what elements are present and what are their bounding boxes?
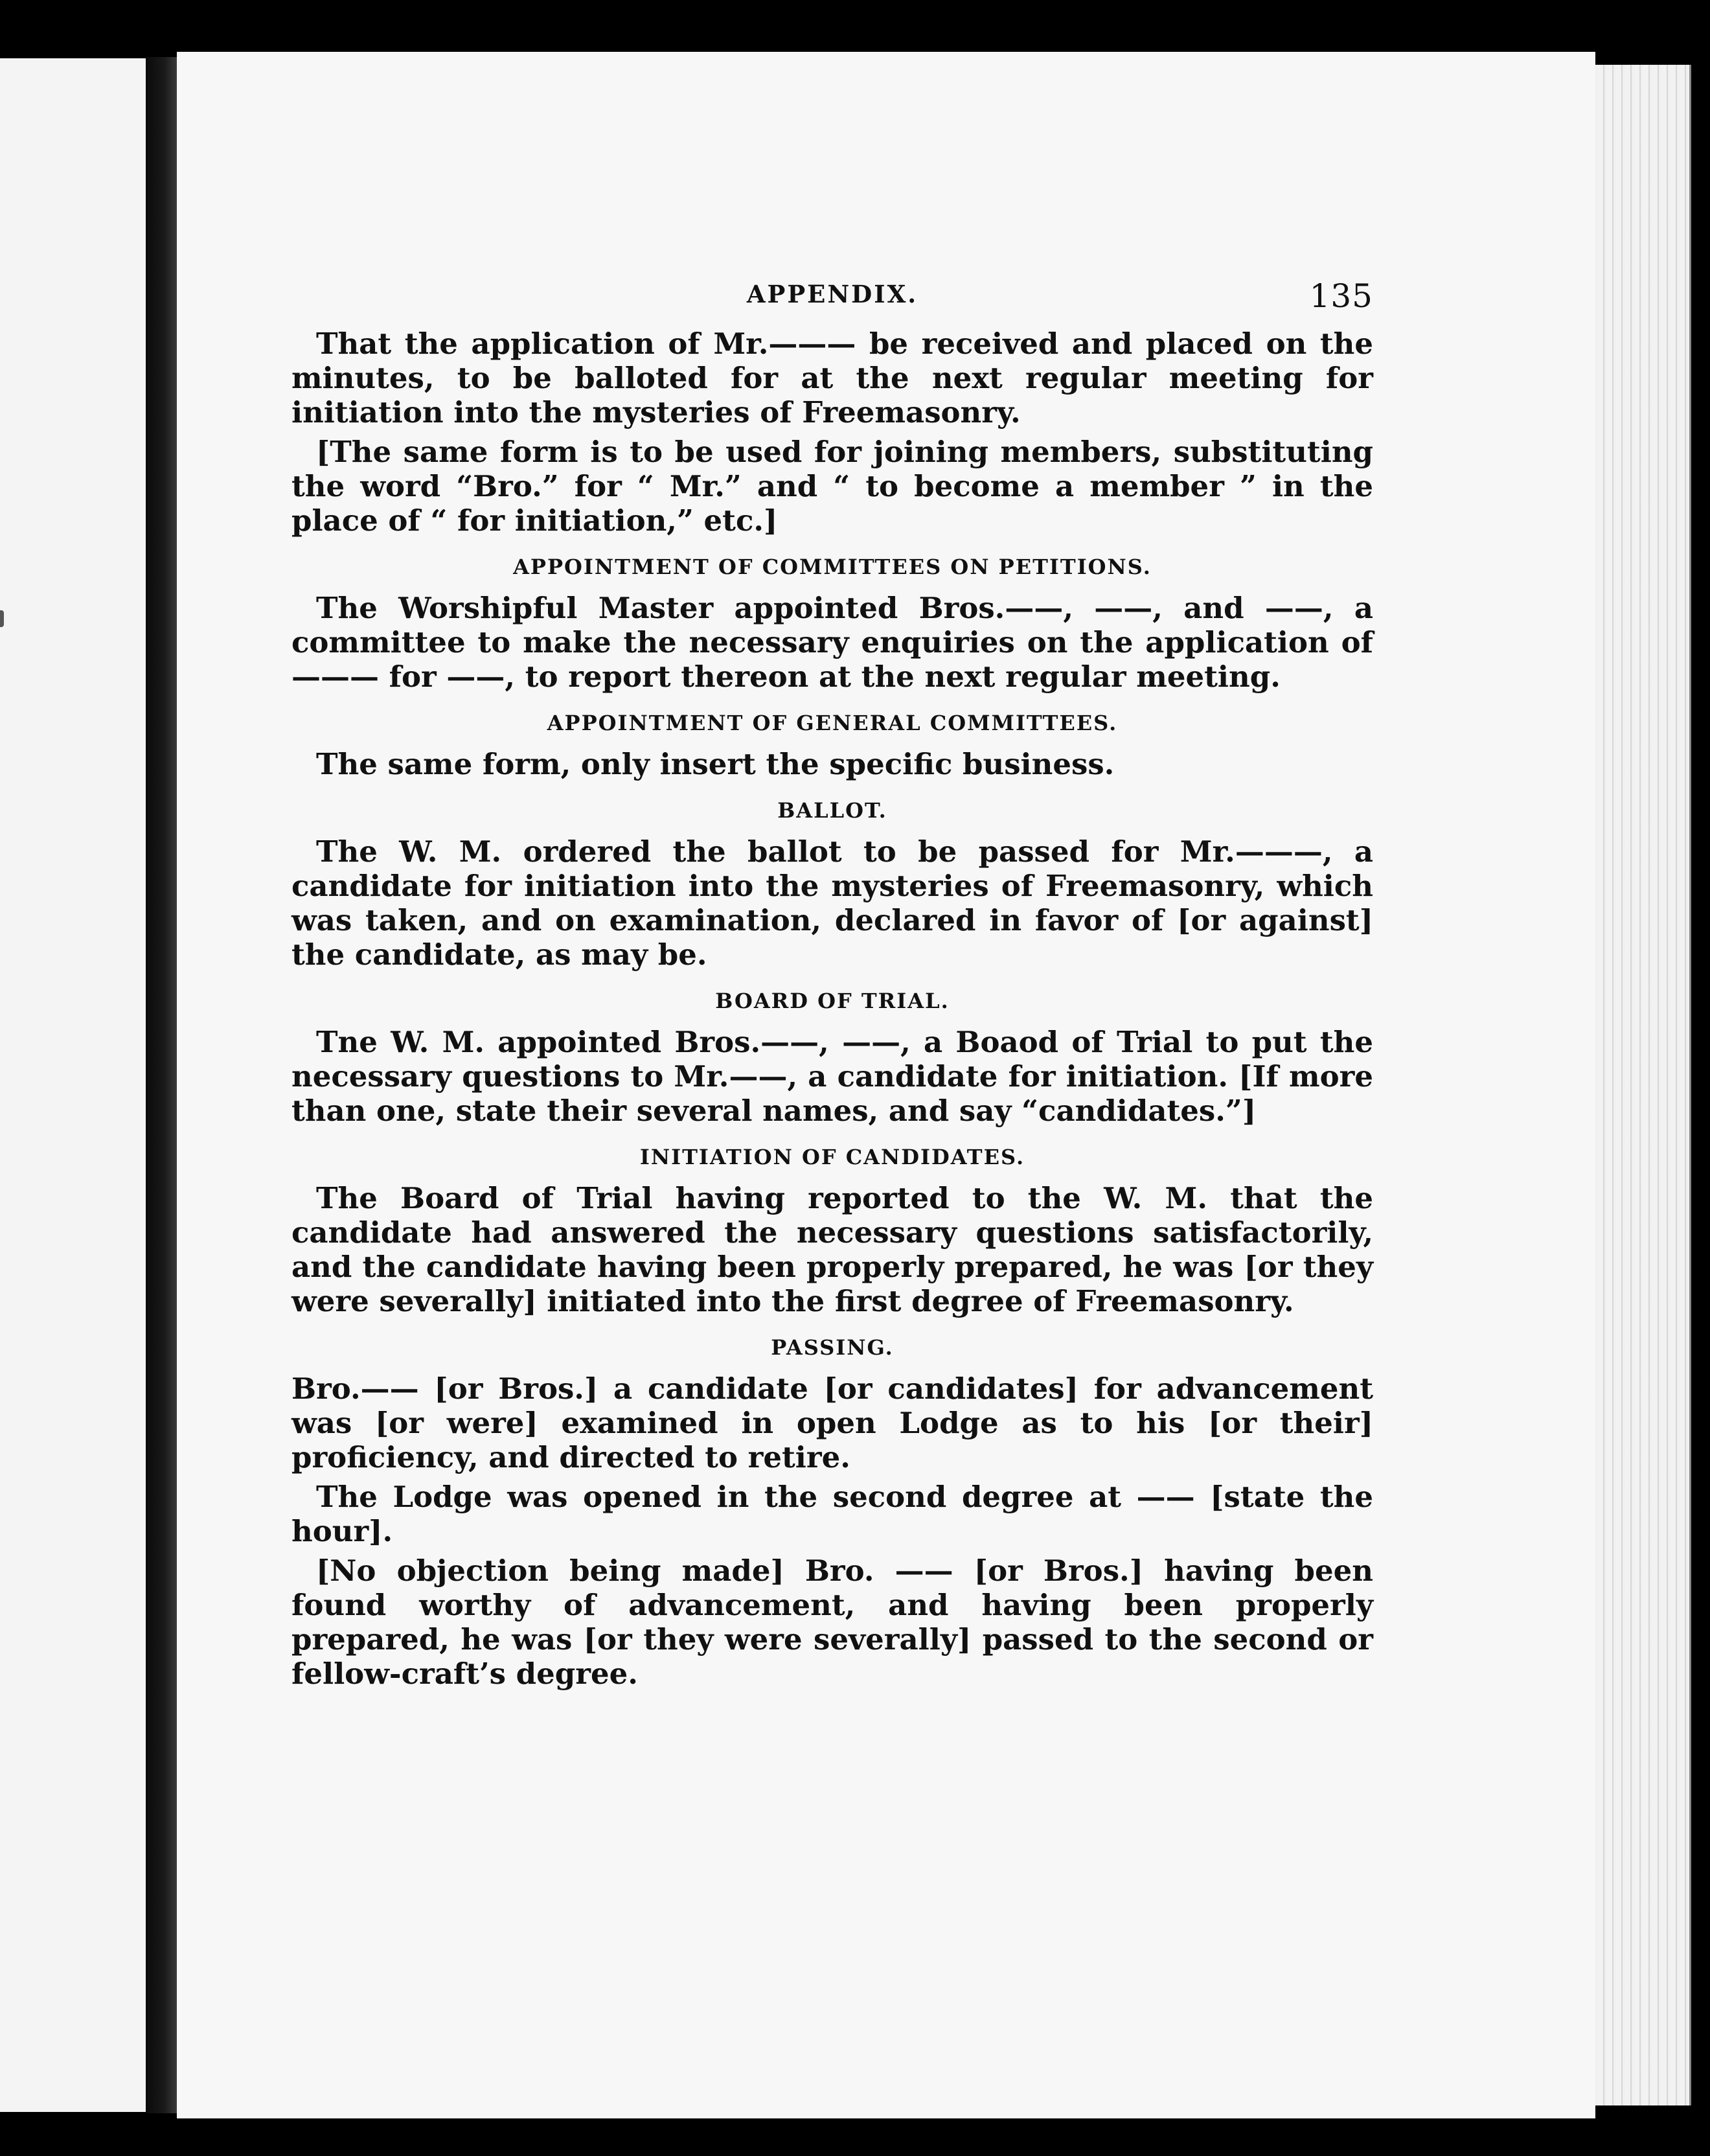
page-header bbox=[291, 277, 1373, 327]
heading-initiation: INITIATION OF CANDIDATES. bbox=[639, 1145, 1025, 1169]
page-content bbox=[291, 277, 1373, 1696]
paragraph-joining-members-note: [The same form is to be used for joining members, substituting the word “Bro.” for “ Mr.” and “ to become a member ” in the place of “ for initiation,” etc.] bbox=[291, 435, 1373, 538]
heading-ballot: BALLOT. bbox=[777, 798, 887, 823]
page-number: 135 bbox=[1309, 277, 1373, 315]
paragraph-passed-fellowcraft: [No objection being made] Bro. —— [or Bros.] having been found worthy of advancement, and having been properly prepared, he was [or they were severally] passed to the second or fellow-craft’s degree. bbox=[291, 1554, 1373, 1691]
paragraph-application: That the application of Mr.——— be received and placed on the minutes, to be balloted for at the next regular meeting for initiation into the mysteries of Freemasonry. bbox=[291, 327, 1373, 430]
running-head: APPENDIX. bbox=[746, 280, 918, 308]
heading-board-of-trial: BOARD OF TRIAL. bbox=[715, 989, 950, 1013]
heading-general-committees: APPOINTMENT OF GENERAL COMMITTEES. bbox=[547, 711, 1118, 735]
paragraph-board-of-trial: Tne W. M. appointed Bros.——, ——, a Boaod of Trial to put the necessary questions to Mr.——, a candidate for initiation. [If more than one, state their several names, and say “candidates.”] bbox=[291, 1025, 1373, 1128]
paragraph-second-degree: The Lodge was opened in the second degree at —— [state the hour]. bbox=[291, 1480, 1373, 1548]
paragraph-general-committees: The same form, only insert the specific business. bbox=[316, 747, 1115, 781]
heading-committees-on-petitions: APPOINTMENT OF COMMITTEES ON PETITIONS. bbox=[513, 555, 1152, 579]
book-gutter bbox=[146, 57, 177, 2113]
page-mark bbox=[0, 610, 4, 627]
paragraph-committee-appointment: The Worshipful Master appointed Bros.——, ——, and ——, a committee to make the necessary enquiries on the application of ——— for ——, to report thereon at the next regular meeting. bbox=[291, 591, 1373, 694]
paragraph-passing-examination: Bro.—— [or Bros.] a candidate [or candidates] for advancement was [or were] examined in open Lodge as to his [or their] proficiency, and directed to retire. bbox=[291, 1371, 1373, 1474]
heading-passing: PASSING. bbox=[771, 1335, 894, 1360]
page-edges bbox=[1580, 65, 1691, 2105]
paragraph-initiation: The Board of Trial having reported to the W. M. that the candidate had answered the necessary questions satisfactorily, and the candidate having been properly prepared, he was [or they were severally] initiated into the first degree of Freemasonry. bbox=[291, 1181, 1373, 1318]
paragraph-ballot: The W. M. ordered the ballot to be passed for Mr.———, a candidate for initiation into the mysteries of Freemasonry, which was taken, and on examination, declared in favor of [or against] the candidate, as may be. bbox=[291, 834, 1373, 972]
previous-page-edge bbox=[0, 58, 146, 2112]
